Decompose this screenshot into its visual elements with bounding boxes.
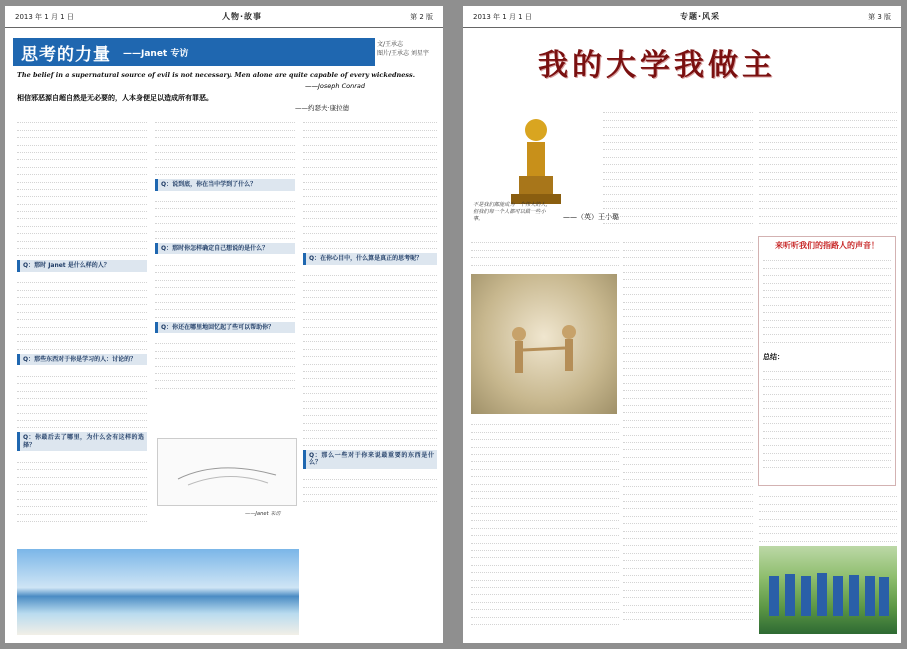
interview-question: Q：那时你怎样确定自己想说的是什么？	[155, 243, 295, 255]
editor-credit-line: 图片/王承志 刘星宇	[377, 50, 429, 57]
group-photo-graphic	[759, 546, 897, 634]
editor-credits	[377, 40, 437, 58]
article-subtitle: ——Janet 专访	[123, 48, 189, 59]
english-quote-author: ——Joseph Conrad	[305, 82, 366, 90]
feature-column-intro	[471, 236, 619, 272]
interview-question: Q：那么一些对于你来说最重要的东西是什么？	[303, 450, 437, 469]
feature-column-top	[603, 106, 753, 236]
students-group-photo	[759, 546, 897, 634]
article-column-2	[155, 116, 295, 436]
editor-credit-line: 文/王承志	[377, 41, 404, 48]
interview-question: Q：说到底，你在当中学到了什么？	[155, 179, 295, 191]
sidebar-summary-body	[763, 365, 891, 475]
sea-photo	[17, 549, 299, 635]
left-header-page-number: 第 2 版	[410, 12, 433, 21]
signature: ——Janet 采访	[245, 511, 281, 517]
sketch-graphic	[158, 439, 296, 505]
interview-question: Q：你还在哪里地回忆起了些可以帮助你？	[155, 322, 295, 334]
article-title-bar	[13, 38, 375, 66]
left-header-date: 2013 年 1 月 1 日	[15, 12, 74, 21]
wooden-figures-photo	[471, 274, 617, 414]
chinese-quote-author: ——约瑟夫·康拉德	[295, 104, 350, 112]
feature-title: 我的大学我做主	[538, 48, 776, 83]
feature-author: ——（英）王小璐	[563, 213, 619, 221]
left-page-header	[5, 6, 443, 28]
paper-sketch-image	[157, 438, 297, 506]
right-page-header	[463, 6, 901, 28]
article-column-3	[303, 116, 437, 636]
right-header-date: 2013 年 1 月 1 日	[473, 12, 532, 21]
interview-question: Q：那些东西对于你是学习的人：讨论的？	[17, 354, 147, 366]
english-quote: The belief in a supernatural source of evil is not necessary. Men alone are quite capable of every wickedness.	[17, 71, 415, 79]
golden-statue-image	[481, 106, 591, 216]
sidebar-body	[763, 254, 891, 349]
statue-caption: 不是我们都能成为一个伟大的人，但我们每一个人都可以做一些小事。	[473, 202, 551, 222]
feature-title-banner	[538, 40, 788, 98]
feature-column-bottom-left	[471, 418, 619, 638]
feature-column-bottom-right	[759, 490, 897, 544]
interview-question: Q：在你心目中，什么算是真正的思考呢？	[303, 253, 437, 265]
feature-column-top-right	[759, 106, 897, 231]
sidebar-title: 来听听我们的指路人的声音！	[775, 241, 879, 250]
right-header-page-number: 第 3 版	[868, 12, 891, 21]
left-page	[5, 6, 443, 643]
interview-question: Q：那时 Janet 是什么样的人？	[17, 260, 147, 272]
right-page	[463, 6, 901, 643]
sidebar-summary-label: 总结：	[763, 353, 784, 361]
chinese-quote: 相信邪恶源自超自然是无必要的，人本身便足以造成所有罪恶。	[17, 94, 213, 102]
guidance-sidebar	[758, 236, 896, 486]
interview-question: Q：你最后去了哪里，为什么会有这样的选择？	[17, 432, 147, 451]
figures-graphic	[471, 274, 617, 414]
feature-column-middle	[623, 236, 753, 636]
article-title: 思考的力量	[21, 44, 111, 65]
right-header-section: 专题·风采	[679, 12, 720, 21]
left-header-section: 人物·故事	[221, 12, 262, 21]
